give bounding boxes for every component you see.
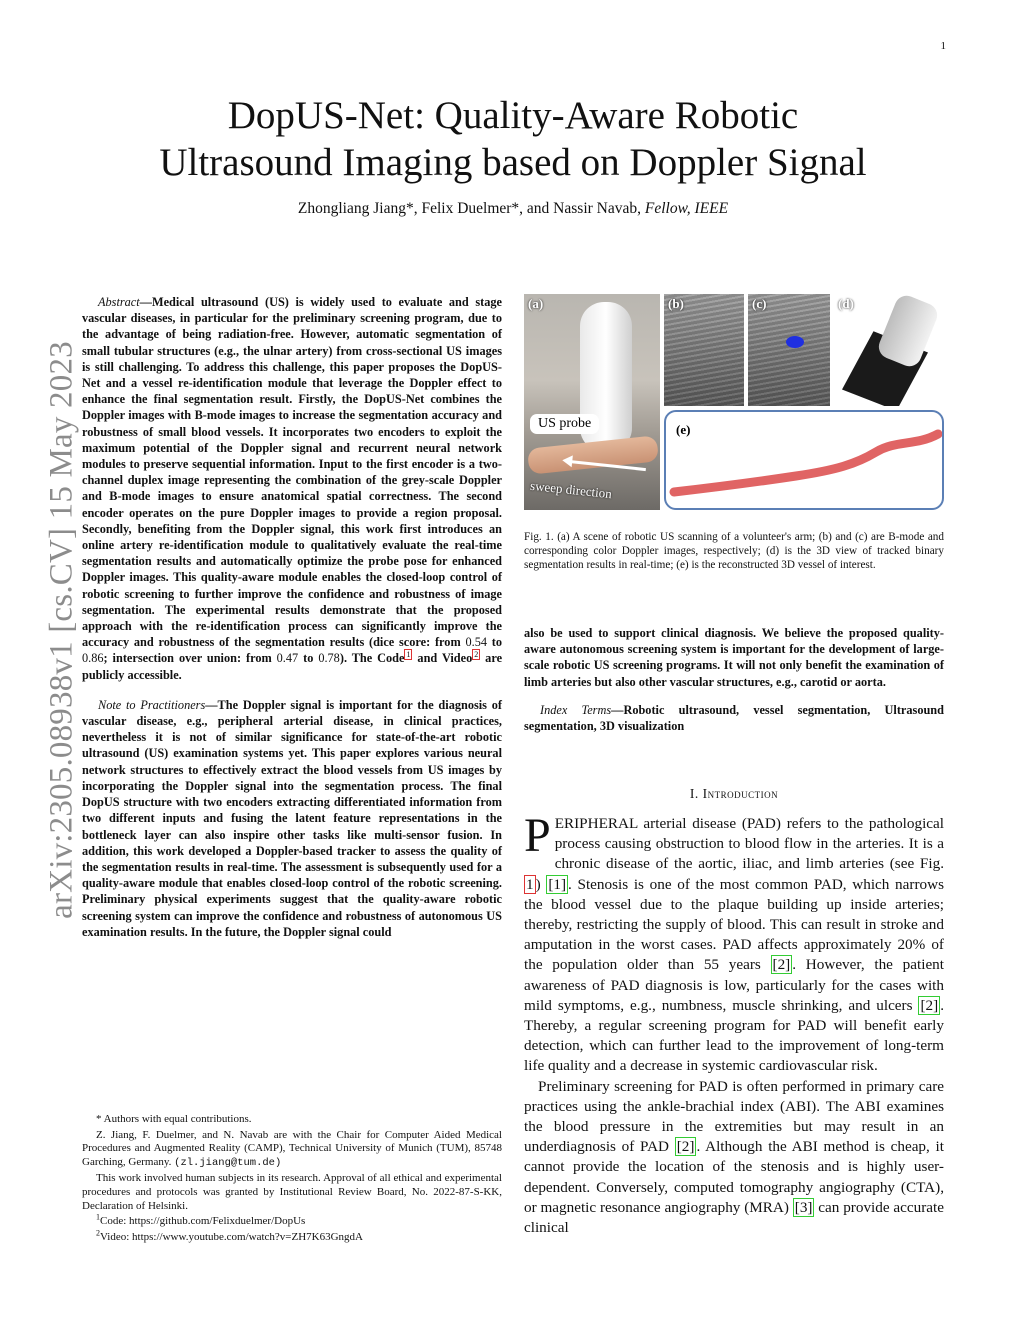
footnote-affiliation (82, 1129, 502, 1171)
index-terms-text: Robotic ultrasound, vessel segmentation, Ultrasound segmentation, 3D visualization (524, 702, 944, 734)
dice-to: 0.86 (82, 651, 104, 666)
right-column-bold (524, 625, 944, 746)
abstract-continuation: also be used to support clinical diagnosis. We believe the proposed quality-aware autonomous screening system is important for the development of large-scale robotic US screening programs. It will not only benefit the examination of limb arteries but also other vascular structures, e.g., carotid or aorta. (524, 626, 944, 689)
fig-1-link[interactable]: 1 (526, 875, 534, 893)
dropcap-letter: P (524, 809, 551, 862)
code-footnote-link[interactable]: 1 (406, 650, 411, 660)
section-number: I. (689, 786, 699, 801)
page-number: 1 (940, 40, 946, 52)
doppler-flow-blob (786, 336, 804, 348)
arxiv-stamp: arXiv:2305.08938v1 [cs.CV] 15 May 2023 (43, 341, 80, 919)
code-url[interactable]: Code: https://github.com/Felixduelmer/DopUs (100, 1215, 306, 1228)
us-probe-label: US probe (530, 414, 599, 434)
bmode-image (664, 294, 744, 406)
footnote-video-num: 2 (96, 1228, 100, 1238)
footnotes (82, 1113, 502, 1246)
author-list (100, 200, 926, 218)
intro-p1-b: ) (535, 875, 547, 893)
note-to-practitioners: Note to Practitioners—The Doppler signal is important for the diagnosis of vascular disease, e.g., peripheral arterial disease, in clinical practices, nevertheless it is not of similar significance for state-of-the-art robotic ultrasound (US) examination systems yet. This paper explores various neural network structures to effectively extract the blood vessels from US images by incorporating the Doppler signal into the segmentation process. The final DopUS structure with two encoders extracting differentiated information from two different inputs and fusing the latent feature representations in the bottleneck layer can also inspire other tasks like multi-sensor fusion. In addition, this work developed a Doppler-based tracker to assess the quality of the segmentation results in real-time. The assessment is subsequently used for a quality-aware module that enables closed-loop control of the robotic screening. Preliminary physical experiments suggest that the quality-aware robotic screening system can improve the confidence and robustness of autonomous US examination results. In the future, the Doppler signal could (82, 697, 502, 939)
intro-paragraph-2 (524, 1077, 944, 1239)
abstract-to-1: to (491, 635, 503, 650)
panel-label-d: (d) (838, 296, 854, 311)
citation-3[interactable]: [3] (794, 1198, 813, 1216)
abstract-to-2: to (303, 651, 314, 666)
paper-title (100, 92, 926, 186)
introduction-text (524, 809, 944, 1238)
author-fellow: Fellow, IEEE (644, 200, 729, 217)
note-label: Note to Practitioners (98, 697, 206, 712)
panel-label-c: (c) (752, 296, 767, 311)
intro-p2-c: can provide accurate clinical (524, 1198, 944, 1237)
panel-label-a: (a) (528, 296, 544, 311)
footnote-video (82, 1228, 502, 1245)
vessel-reconstruction (664, 410, 944, 510)
doppler-image (748, 294, 830, 406)
footnote-code-num: 1 (96, 1212, 100, 1222)
abstract-code-text: ). The Code (339, 651, 405, 666)
citation-2[interactable]: [2] (772, 956, 791, 974)
affiliation-text: Z. Jiang, F. Duelmer, and N. Navab are with the Chair for Computer Aided Medical Procedures and Augmented Reality (CAMP), Technical University of Munich (TUM), 85748 Garching, Germany. (82, 1128, 502, 1168)
intro-p1-d: . However, the patient awareness of PAD diagnosis is low, particularly for the cases with mild symptoms, e.g., numbness, muscle shrinking, and ulcers (524, 956, 944, 1014)
intro-p1-e: . Thereby, a regular screening program for PAD will benefit early detection, which can further lead to the improvement of long-term life quality and a decrease in systemic cardiovascular risk. (524, 996, 944, 1075)
figure-caption: Fig. 1. (a) A scene of robotic US scanning of a volunteer's arm; (b) and (c) are B-mode and corresponding color Doppler images, respectively; (d) is the 3D view of tracked binary segmentation results in real-time; (e) is the reconstructed 3D vessel of interest. (524, 531, 944, 571)
intro-p1-c: . Stenosis is one of the most common PAD, which narrows the blood vessel due to the plaque building up inside arteries; thereby, restricting the supply of blood. This can result in stroke and amputation in the worst cases. PAD affects approximately 20% of the population older than 55 years (524, 875, 944, 974)
panel-label-b: (b) (668, 296, 684, 311)
intro-p2-a: Preliminary screening for PAD is often performed in primary care practices using the ankle-brachial index (ABI). The ABI examines the blood pressure in the extremities but may result in an underdiagnosis of PAD (524, 1077, 944, 1156)
intro-paragraph-1 (524, 809, 944, 1077)
section-heading (524, 786, 944, 802)
abstract-label: Abstract (98, 295, 140, 309)
sweep-direction-label: sweep direction (529, 477, 613, 502)
robot-scene-photo (524, 294, 660, 510)
title-line-1: DopUS-Net: Quality-Aware Robotic (227, 94, 799, 137)
intro-p2-b: . Although the ABI method is cheap, it cannot provide the location of the stenosis and is highly user-dependent. Conversely, computed tomography angiography (CTA), or magnetic resonance angiography (MRA) (524, 1138, 944, 1216)
abstract-end-text: are publicly accessible. (82, 651, 503, 682)
panel-label-e: (e) (676, 422, 691, 437)
reconstructed-vessel (674, 434, 938, 492)
citation-1[interactable]: [1] (548, 875, 567, 893)
intro-p1-a: ERIPHERAL arterial disease (PAD) refers to the pathological process causing obstruction to blood flow in the arteries. It is a chronic disease of the aortic, iliac, and limb arteries (see Fig. (554, 815, 944, 873)
iou-to: 0.78 (318, 651, 340, 666)
dice-from: 0.54 (465, 635, 487, 650)
footnote-equal: * Authors with equal contributions. (96, 1113, 252, 1125)
citation-2[interactable]: [2] (676, 1138, 695, 1156)
figure-1 (524, 294, 944, 510)
vessel-3d-svg (666, 412, 942, 508)
abstract-video-text: and Video (412, 651, 473, 666)
section-title: Introduction (702, 786, 779, 801)
iou-from: 0.47 (276, 651, 299, 666)
title-line-2: Ultrasound Imaging based on Doppler Signal (159, 141, 867, 184)
video-url[interactable]: Video: https://www.youtube.com/watch?v=ZH7K63GngdA (100, 1230, 363, 1243)
citation-2[interactable]: [2] (920, 996, 939, 1014)
abstract: Abstract—Medical ultrasound (US) is widely used to evaluate and stage vascular diseases, in particular for the preliminary screening program, due to the advantage of being radiation-free. However, automatic segmentation of small tubular structures (e.g., the ulnar artery) from cross-sectional US images is still challenging. To address this challenge, this paper proposes the DopUS-Net and a vessel re-identification module that leverage the Doppler effect to enhance the final segmentation result. Firstly, the DopUS-Net combines the Doppler images with B-mode images to increase the segmentation accuracy and robustness of small blood vessels. It incorporates two encoders to exploit the maximum potential of the Doppler signal and recurrent neural network modules to preserve sequential information. Input to the first encoder is a two-channel duplex image representing the combination of the grey-scale Doppler and B-mode images to ensure anatomical spatial correctness. The second encoder operates on the pure Doppler images to provide a region proposal. Secondly, benefiting from the Doppler signal, this work first introduces an online artery re-identification module to qualitatively evaluate the real-time segmentation results and automatically optimize the probe pose for enhanced Doppler images. This quality-aware module enables the closed-loop control of robotic screening to further improve the confidence and robustness of image segmentation. The experimental results demonstrate that the proposed approach with the re-identification process can significantly improve the accuracy and robustness of the segmentation results (dice score: from 0.54 to 0.86; intersection over union: from 0.47 to 0.78). The Code $^1$ and Video $^2$ are publicly accessible. (82, 295, 503, 682)
email-address[interactable]: (zl.jiang@tum.de) (174, 1156, 282, 1169)
left-column (82, 294, 502, 954)
index-terms-label: Index Terms (540, 702, 612, 717)
abstract-text: Medical ultrasound (US) is widely used to evaluate and stage vascular diseases, in particular for the preliminary screening program, due to the advantage of being radiation-free. However, automatic segmentation of small tubular structures (e.g., the ulnar artery) from cross-sectional US images is still challenging. To address this challenge, this paper proposes the DopUS-Net and a vessel re-identification module that leverage the Doppler effect to enhance the final segmentation result. Firstly, the DopUS-Net combines the Doppler images with B-mode images to increase the segmentation accuracy and robustness of small blood vessels. It incorporates two encoders to exploit the maximum potential of the Doppler signal and recurrent neural network modules to preserve sequential information. Input to the first encoder is a two-channel duplex image representing the combination of the grey-scale Doppler and B-mode images to ensure anatomical spatial correctness. The second encoder operates on the pure Doppler images to provide a region proposal. Secondly, benefiting from the Doppler signal, this work first introduces an online artery re-identification module to qualitatively evaluate the real-time segmentation results and automatically optimize the probe pose for enhanced Doppler images. This quality-aware module enables the closed-loop control of robotic screening to further improve the confidence and robustness of image segmentation. The experimental results demonstrate that the proposed approach with the re-identification process can significantly improve the accuracy and robustness of the segmentation results (dice score: from (82, 295, 502, 650)
video-footnote-link[interactable]: 2 (474, 650, 479, 660)
iou-text: ; intersection over union: from (103, 651, 272, 666)
author-names: Zhongliang Jiang*, Felix Duelmer*, and Nassir Navab, (297, 200, 641, 217)
index-terms: Index Terms—Robotic ultrasound, vessel segmentation, Ultrasound segmentation, 3D visualization (524, 702, 944, 734)
segmentation-3d-view (834, 294, 944, 406)
footnote-code (82, 1212, 502, 1229)
note-text: The Doppler signal is important for the diagnosis of vascular disease, e.g., peripheral arterial disease, in clinical practices, nevertheless it is not of similar significance for state-of-the-art robotic ultrasound (US) examination systems yet. This paper explores various neural network structures to effectively extract the blood vessels from US images by incorporating the Doppler signal into the segmentation process. The final DopUS structure with two encoders extracting differentiated information from two different inputs and fusing the latent feature representations in the bottleneck layer can also inspire other tasks like multi-sensor fusion. In addition, this work developed a Doppler-based tracker to assess the quality of the segmentation results in real-time. The assessment is subsequently used for a quality-aware module that enables closed-loop control of the robotic screening. Preliminary physical experiments suggest that the quality-aware robotic screening system can improve the confidence and robustness of autonomous US examination results. In the future, the Doppler signal could (82, 697, 502, 939)
footnote-ethics: This work involved human subjects in its research. Approval of all ethical and experimental procedures and protocols was granted by Institutional Review Board, No. 2022-87-S-KK, Declaration of Helsinki. (82, 1172, 502, 1212)
